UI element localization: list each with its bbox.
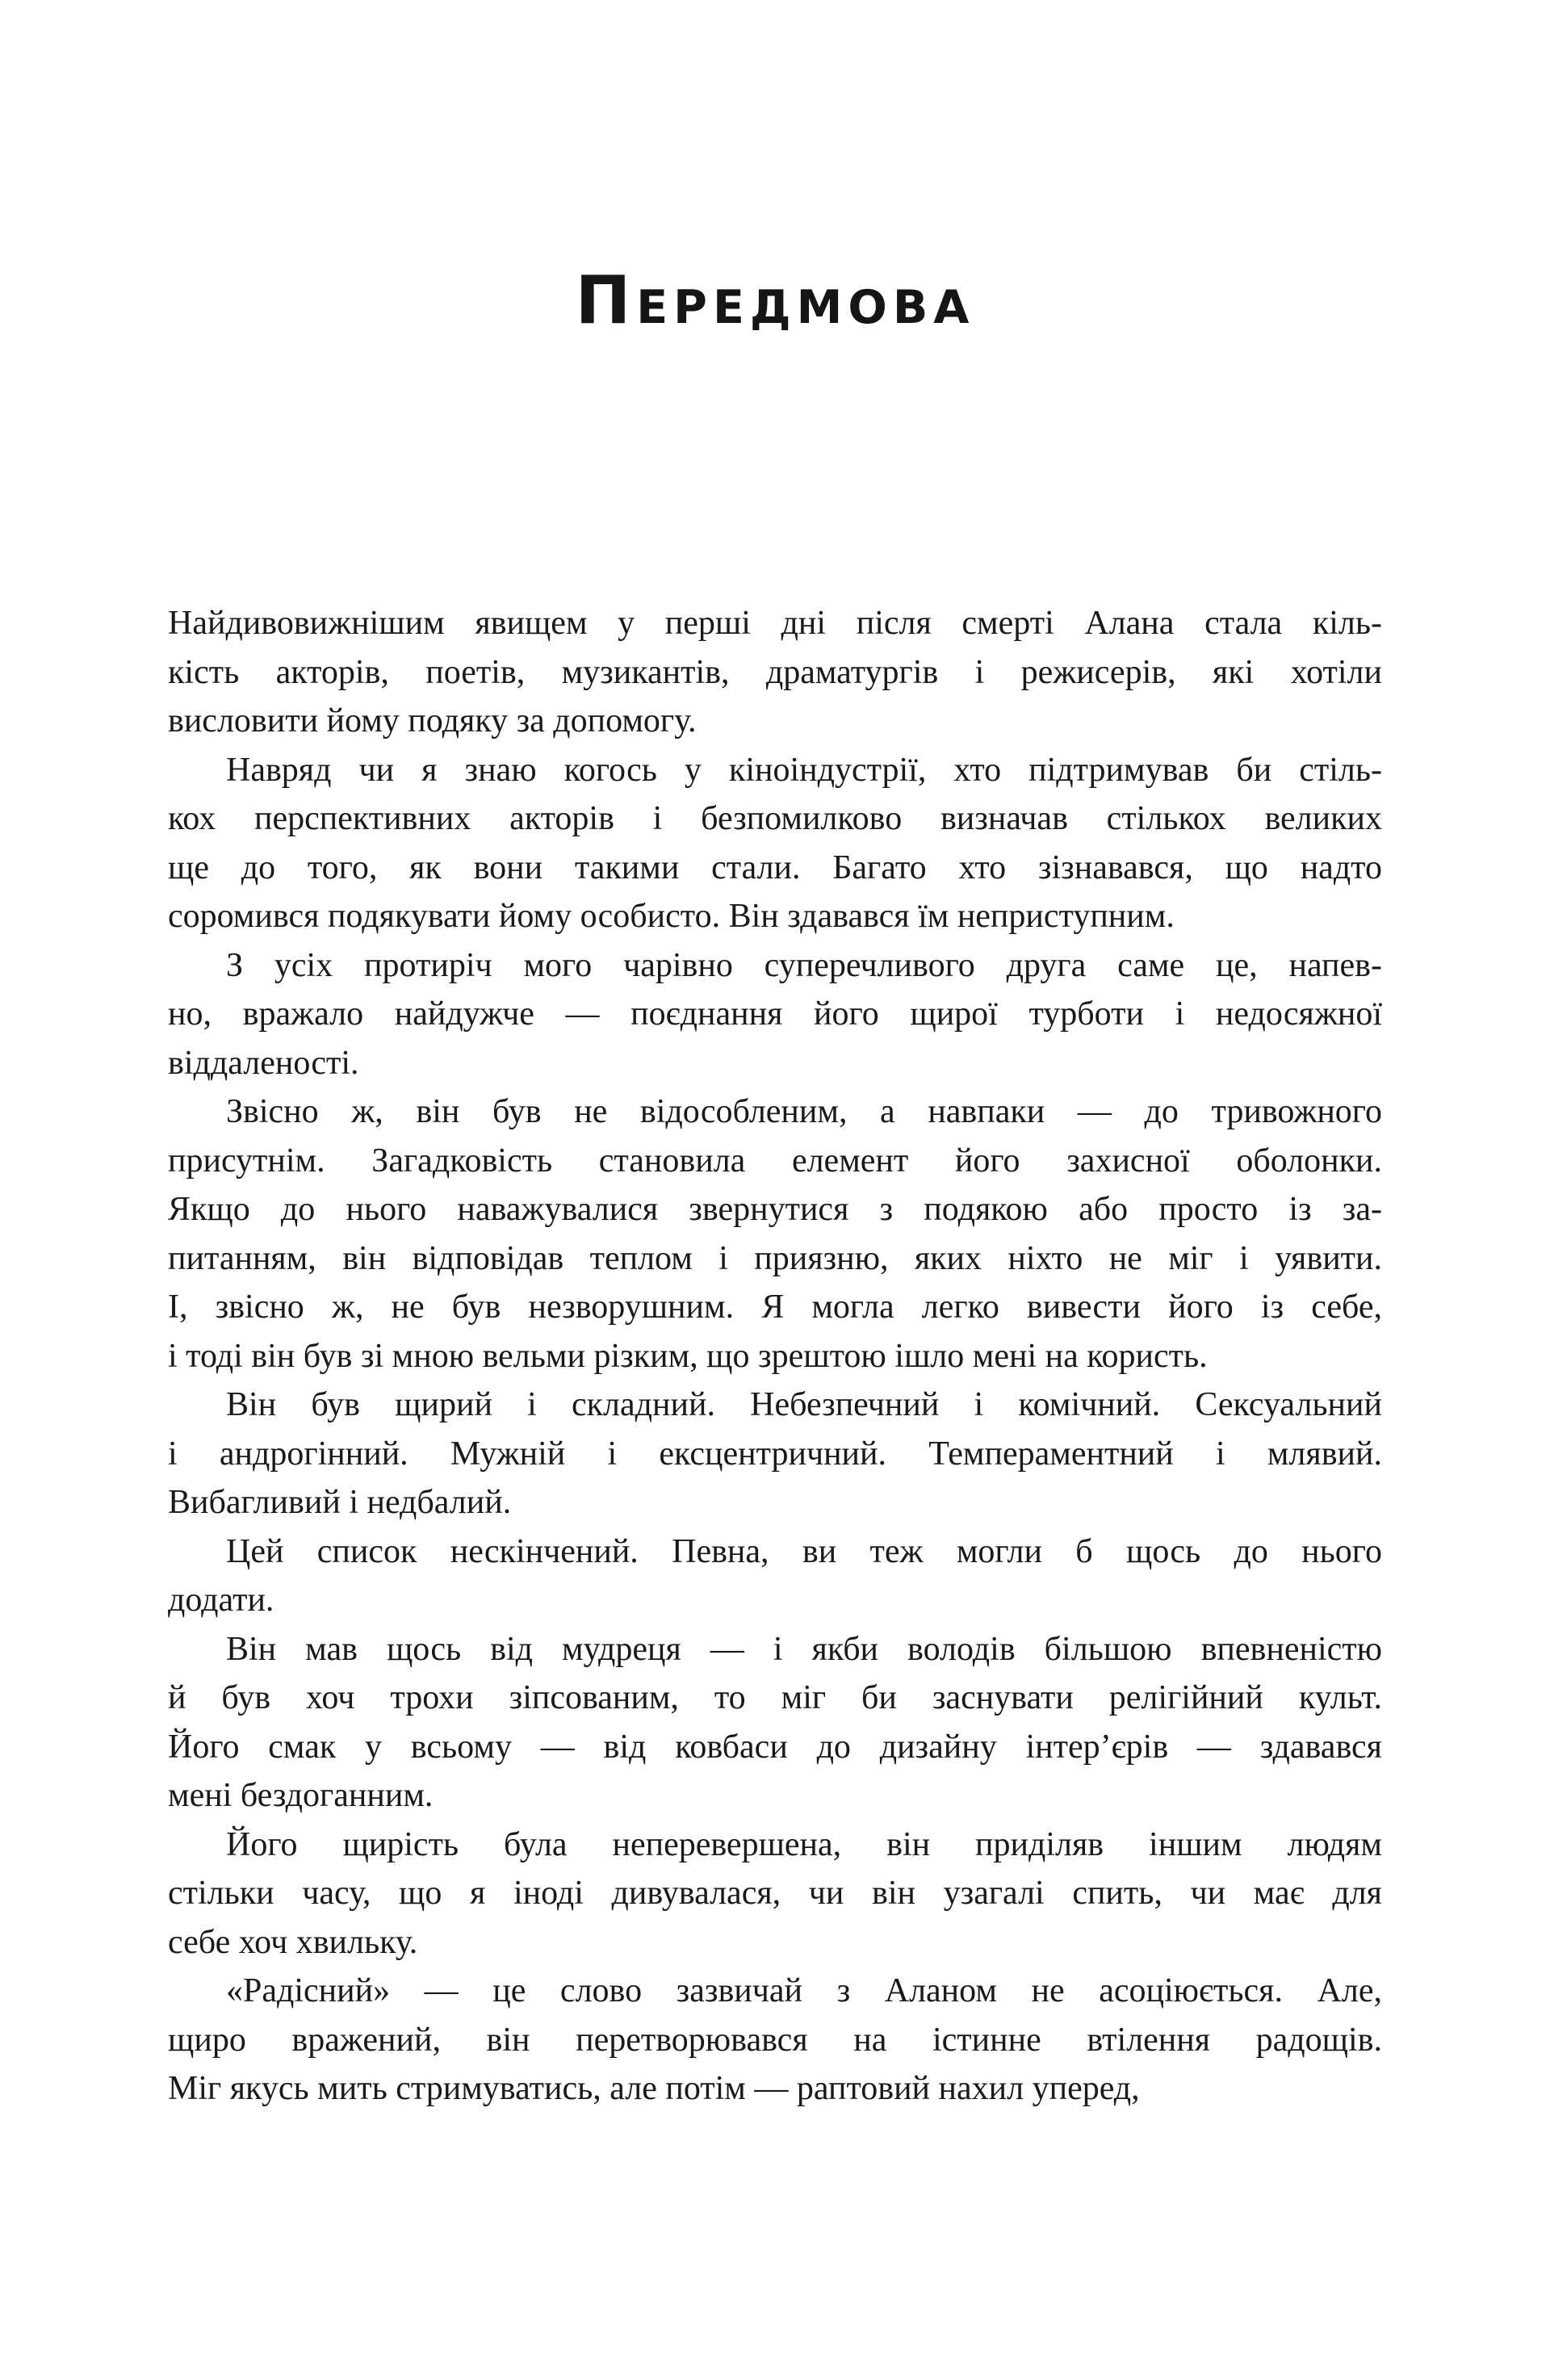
paragraph [168,1967,1382,2114]
text-line: стільки часу, що я іноді дивувалася, чи він узагалі спить, чи має для [168,1875,1382,1912]
text-line: мені бездоганним. [168,1777,434,1814]
text-line: Він мав щось від мудреця — і якби володів більшою впевненістю [226,1630,1382,1668]
text-line: Звісно ж, він був не відособленим, а навпаки — до тривожного [226,1093,1382,1130]
text-line: но, вражало найдужче — поєднання його щирої турботи і недосяжної [168,995,1382,1033]
text-line: І, звісно ж, не був незворушним. Я могла легко вивести його із себе, [168,1288,1382,1326]
text-line: Його щирість була неперевершена, він приділяв іншим людям [226,1825,1382,1863]
text-line: віддаленості. [168,1044,359,1082]
paragraph [168,1821,1382,1967]
text-line: «Радісний» — це слово зазвичай з Аланом не асоціюється. Але, [226,1972,1382,2009]
text-line: Навряд чи я знаю когось у кіноіндустрії, хто підтримував би стіль- [226,751,1382,789]
text-line: і тоді він був зі мною вельми різким, що зрештою ішло мені на користь. [168,1337,1208,1375]
paragraph [168,1527,1382,1625]
paragraph [168,1381,1382,1527]
paragraph [168,746,1382,941]
paragraph [168,941,1382,1088]
text-line: і андрогінний. Мужній і ексцентричний. Темпераментний і млявий. [168,1435,1382,1473]
text-line: Цей список нескінчений. Певна, ви теж могли б щось до нього [226,1532,1382,1570]
text-line: себе хоч хвильку. [168,1923,418,1961]
text-line: й був хоч трохи зіпсованим, то міг би заснувати релігійний культ. [168,1679,1382,1716]
text-line: Якщо до нього наважувалися звернутися з подякою або просто із за- [168,1191,1382,1228]
text-line: щиро вражений, він перетворювався на істинне втілення радощів. [168,2021,1382,2059]
text-line: Його смак у всьому — від ковбаси до дизайну інтер’єрів — здавався [168,1728,1382,1766]
text-line: ще до того, як вони такими стали. Багато хто зізнавався, що надто [168,849,1382,886]
text-line: соромився подякувати йому особисто. Він здавався їм неприступним. [168,898,1175,935]
paragraph [168,1087,1382,1381]
text-line: З усіх протиріч мого чарівно суперечливого друга саме це, напев- [226,946,1382,984]
text-line: додати. [168,1582,274,1619]
text-line: кість акторів, поетів, музикантів, драматургів і режисерів, які хотіли [168,653,1382,691]
paragraph [168,599,1382,746]
text-line: Він був щирий і складний. Небезпечний і комічний. Сексуальний [226,1386,1382,1423]
text-line: кох перспективних акторів і безпомилково визначав стількох великих [168,800,1382,837]
chapter-title: Передмова [575,262,975,339]
text-block [168,599,1382,2114]
text-line: Міг якусь мить стримуватись, але потім — раптовий нахил уперед, [168,2070,1140,2107]
paragraph [168,1625,1382,1821]
text-line: присутнім. Загадковість становила елемент його захисної оболонки. [168,1142,1382,1180]
text-line: Найдивовижнішим явищем у перші дні після смерті Алана стала кіль- [168,605,1382,642]
text-line: висловити йому подяку за допомогу. [168,702,697,740]
text-line: питанням, він відповідав теплом і приязню, яких ніхто не міг і уявити. [168,1239,1382,1277]
text-line: Вибагливий і недбалий. [168,1484,512,1521]
